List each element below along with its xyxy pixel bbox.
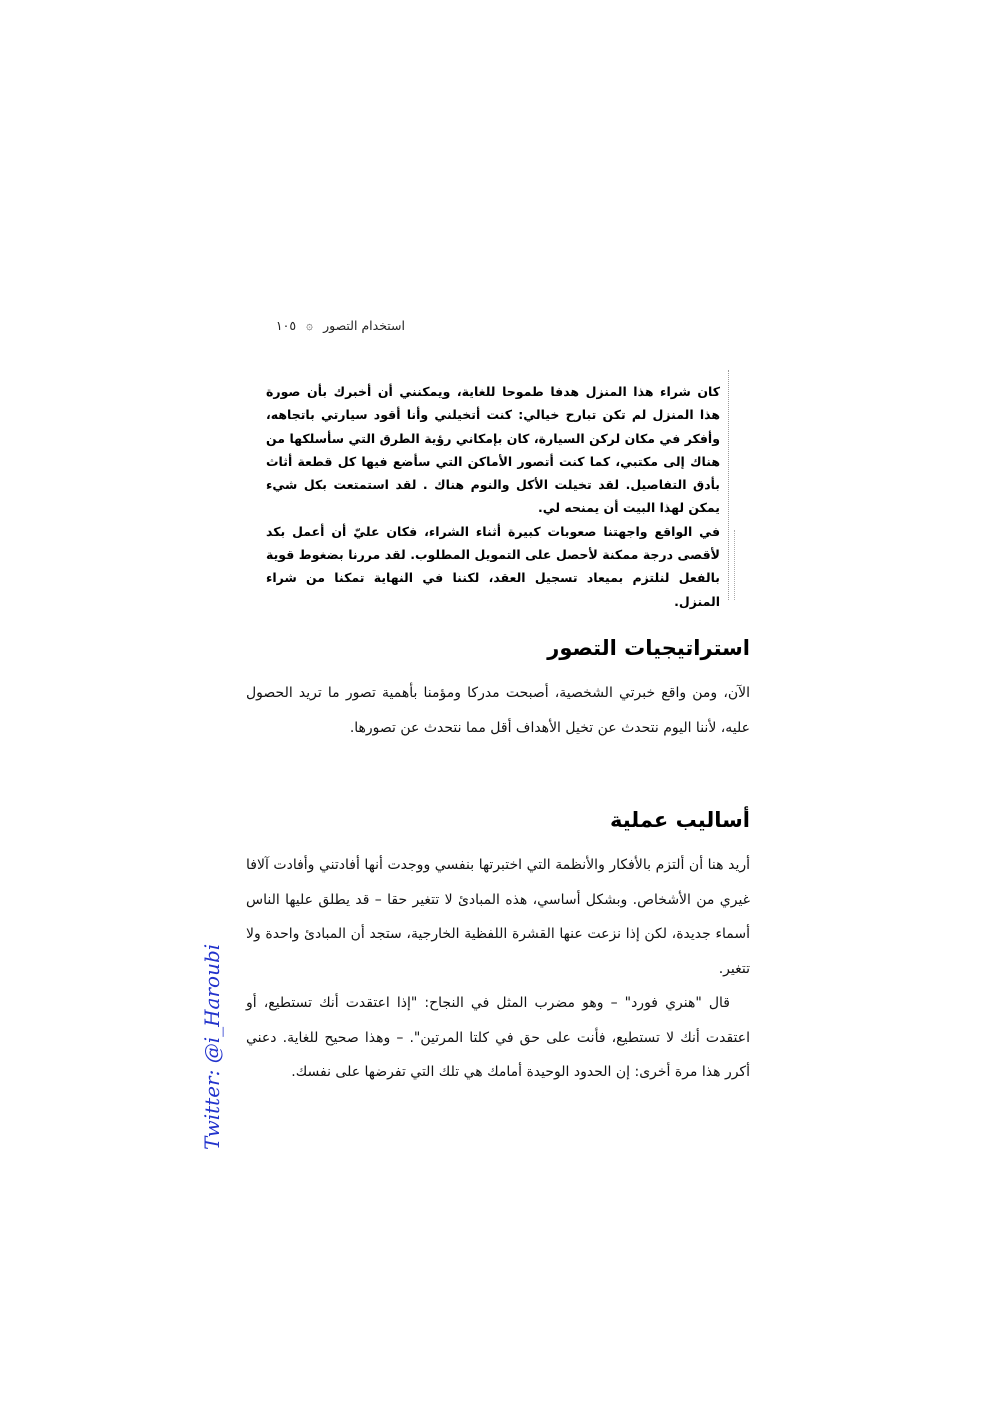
section-heading: استراتيجيات التصور bbox=[547, 636, 750, 660]
section-body bbox=[246, 676, 750, 745]
running-header bbox=[245, 314, 405, 336]
quote-block bbox=[266, 380, 720, 613]
section-heading: أساليب عملية bbox=[609, 808, 750, 832]
chapter-title: استخدام التصور bbox=[323, 317, 405, 333]
quote-paragraph: كان شراء هذا المنزل هدفا طموحا للغاية، ويمكنني أن أخبرك بأن صورة هذا المنزل لم تكن تبارح خيالي: كنت أتخيلني وأنا أقود سيارتي باتجاهه، وأفكر في مكان لركن السيارة، كان بإمكاني رؤية الطرق التي سأسلكها من هناك إلى مكتبي، كما كنت أتصور الأماكن التي سأضع فيها كل قطعة أثاث بأدق التفاصيل. لقد تخيلت الأكل والنوم هناك . لقد استمتعت بكل شيء يمكن لهذا البيت أن يمنحه لي. bbox=[266, 384, 720, 516]
page-number: ١٠٥ bbox=[275, 317, 297, 333]
body-paragraph: الآن، ومن واقع خبرتي الشخصية، أصبحت مدركا ومؤمنا بأهمية تصور ما تريد الحصول عليه، لأننا اليوم نتحدث عن تخيل الأهداف أقل مما نتحدث عن تصورها. bbox=[246, 685, 750, 736]
watermark-text: Twitter: @i_Haroubi bbox=[200, 943, 224, 1150]
section-body bbox=[246, 848, 750, 1090]
ornament-icon: ۞ bbox=[306, 318, 314, 332]
dotted-margin-rule bbox=[734, 530, 739, 600]
body-paragraph: قال "هنري فورد" – وهو مضرب المثل في النجاح: "إذا اعتقدت أنك تستطيع، أو اعتقدت أنك لا تستطيع، فأنت على حق في كلتا المرتين". – وهذا صحيح للغاية. دعني أكرر هذا مرة أخرى: إن الحدود الوحيدة أمامك هي تلك التي تفرضها على نفسك. bbox=[246, 995, 750, 1080]
quote-paragraph: في الواقع واجهتنا صعوبات كبيرة أثناء الشراء، فكان عليّ أن أعمل بكد لأقصى درجة ممكنة لأحصل على التمويل المطلوب. لقد مررنا بضغوط قوية بالفعل لنلتزم بميعاد تسجيل العقد، لكننا في النهاية تمكنا من شراء المنزل. bbox=[266, 523, 720, 609]
body-paragraph: أريد هنا أن ألتزم بالأفكار والأنظمة التي اختبرتها بنفسي ووجدت أنها أفادتني وأفادت آلافا غيري من الأشخاص. وبشكل أساسي، هذه المبادئ لا تتغير حقا – قد يطلق عليها الناس أسماء جديدة، لكن إذا نزعت عنها القشرة اللفظية الخارجية، ستجد أن المبادئ واحدة ولا تتغير. bbox=[246, 857, 750, 977]
